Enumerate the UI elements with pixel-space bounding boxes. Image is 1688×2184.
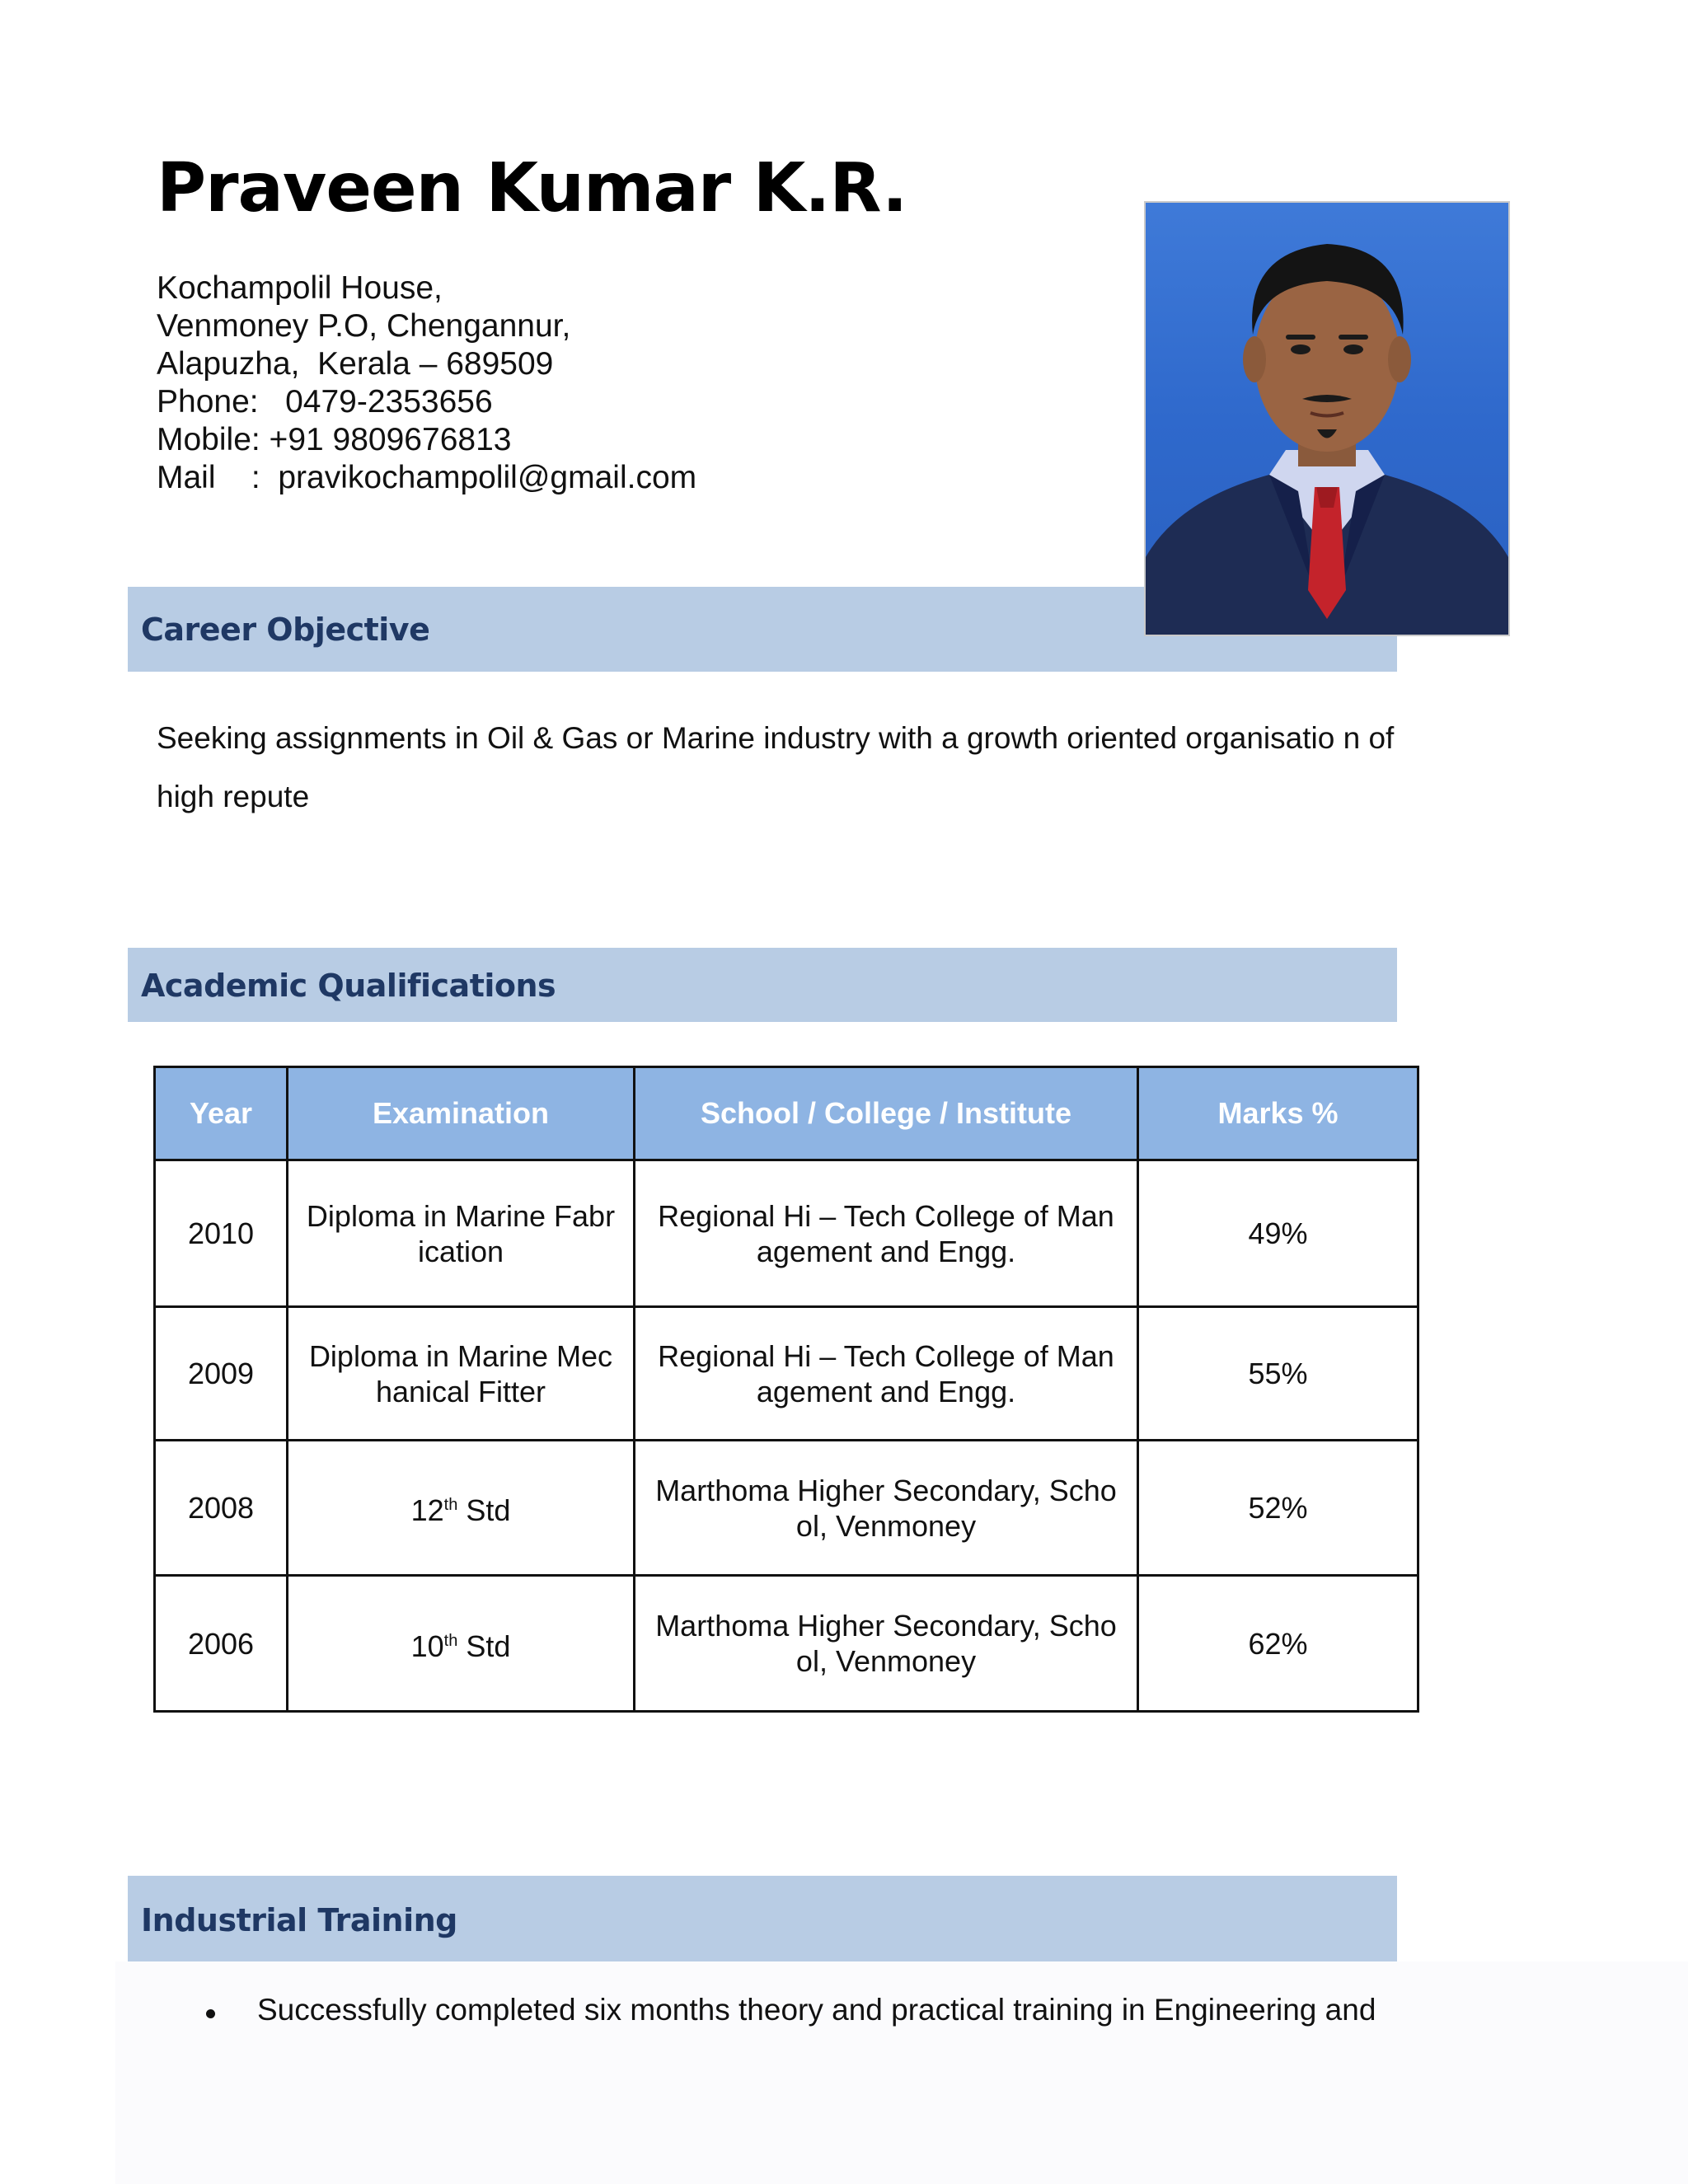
cell-year: 2006 <box>155 1576 288 1712</box>
cell-examination: 12th Std <box>288 1441 635 1576</box>
cell-marks: 52% <box>1138 1441 1418 1576</box>
table-header-row <box>155 1067 1418 1160</box>
address-line: Kochampolil House, <box>157 270 443 306</box>
cell-institute: Regional Hi – Tech College of Man agement and Engg. <box>635 1160 1138 1307</box>
academic-qualifications-bar <box>128 948 1397 1022</box>
profile-photo <box>1144 201 1510 636</box>
cell-examination: Diploma in Marine Mec hanical Fitter <box>288 1307 635 1441</box>
cell-institute: Regional Hi – Tech College of Man agement and Engg. <box>635 1307 1138 1441</box>
academic-qualifications-table <box>153 1066 1419 1713</box>
cell-year: 2010 <box>155 1160 288 1307</box>
list-item-text: Successfully completed six months theory and practical training in Engineering and <box>257 1993 1376 2027</box>
industrial-training-heading: Industrial Training <box>141 1902 457 1938</box>
address-line: Alapuzha, Kerala – 689509 <box>157 346 554 382</box>
cell-year: 2008 <box>155 1441 288 1576</box>
cell-institute: Marthoma Higher Secondary, Scho ol, Venmoney <box>635 1441 1138 1576</box>
cell-marks: 49% <box>1138 1160 1418 1307</box>
career-objective-text: Seeking assignments in Oil & Gas or Marine industry with a growth oriented organisatio n of high repute <box>157 721 1395 813</box>
cell-marks: 62% <box>1138 1576 1418 1712</box>
list-item <box>206 1993 1492 2027</box>
candidate-name: Praveen Kumar K.R. <box>157 149 907 227</box>
column-header-year: Year <box>155 1067 288 1160</box>
column-header-examination: Examination <box>288 1067 635 1160</box>
cell-institute: Marthoma Higher Secondary, Scho ol, Venmoney <box>635 1576 1138 1712</box>
phone-line: Phone: 0479-2353656 <box>157 384 493 419</box>
career-objective-heading: Career Objective <box>141 612 430 648</box>
column-header-marks: Marks % <box>1138 1067 1418 1160</box>
cell-examination: 10th Std <box>288 1576 635 1712</box>
contact-address <box>157 269 696 497</box>
table-row <box>155 1160 1418 1307</box>
table-row <box>155 1307 1418 1441</box>
table-row <box>155 1576 1418 1712</box>
bullet-icon <box>206 2009 215 2018</box>
academic-qualifications-heading: Academic Qualifications <box>141 968 556 1004</box>
mobile-line: Mobile: +91 9809676813 <box>157 422 512 457</box>
email-line: Mail : pravikochampolil@gmail.com <box>157 460 697 495</box>
cell-examination: Diploma in Marine Fabr ication <box>288 1160 635 1307</box>
person-portrait-icon <box>1146 203 1508 635</box>
cell-year: 2009 <box>155 1307 288 1441</box>
address-line: Venmoney P.O, Chengannur, <box>157 308 571 344</box>
column-header-institute: School / College / Institute <box>635 1067 1138 1160</box>
industrial-training-list <box>206 1993 1492 2027</box>
cell-marks: 55% <box>1138 1307 1418 1441</box>
table-row <box>155 1441 1418 1576</box>
industrial-training-bar <box>128 1876 1397 1961</box>
